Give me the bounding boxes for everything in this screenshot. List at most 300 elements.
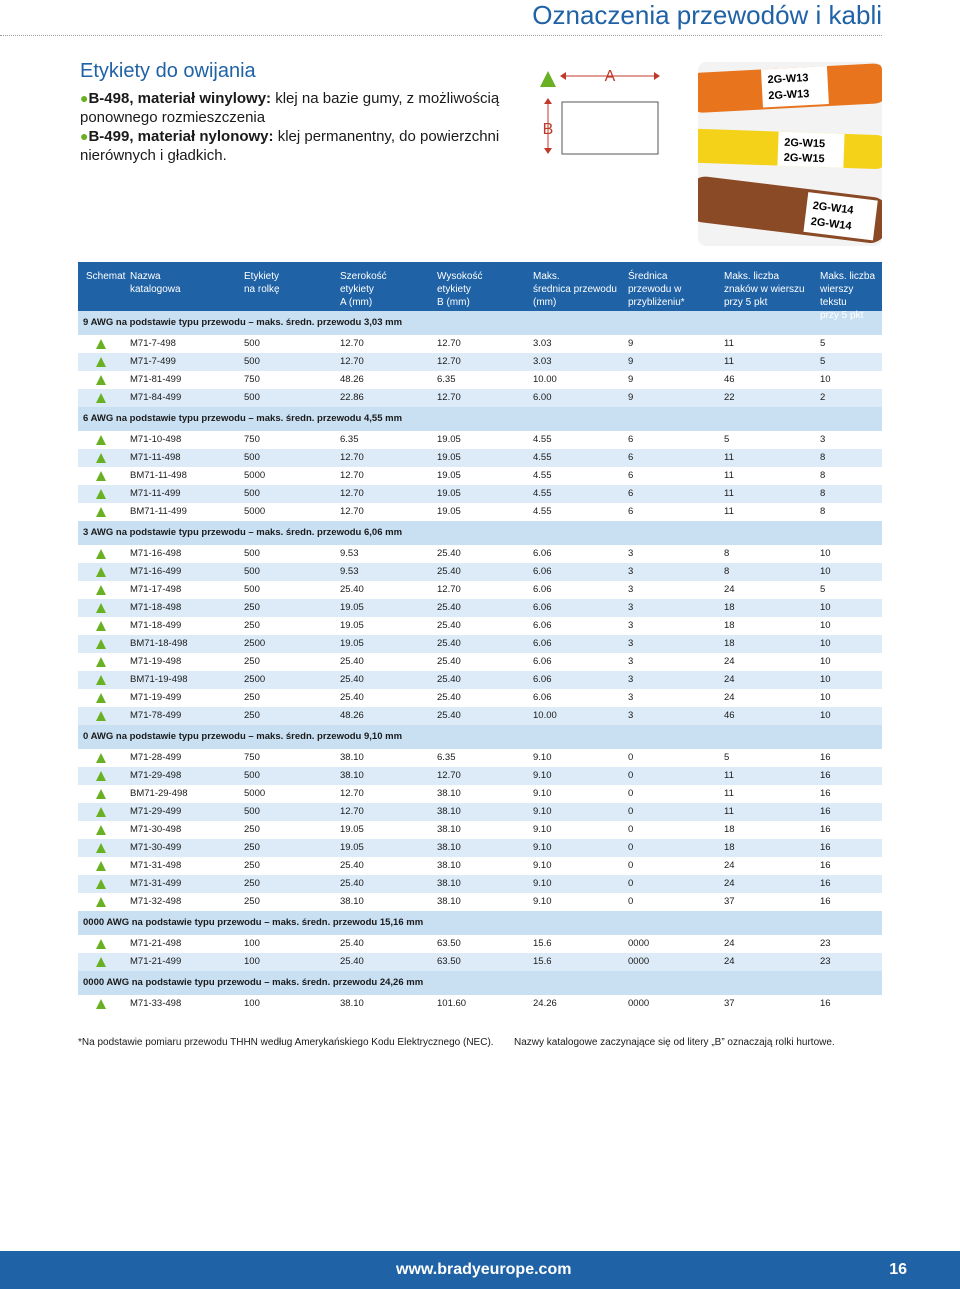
svg-text:2G-W15: 2G-W15 bbox=[784, 136, 826, 151]
cell-per-roll: 250 bbox=[244, 692, 260, 703]
cell-height: 38.10 bbox=[437, 806, 461, 817]
cell-name: M71-78-499 bbox=[130, 710, 182, 721]
cell-awg: 3 bbox=[628, 674, 634, 685]
product-photo bbox=[698, 62, 882, 246]
green-triangle-icon bbox=[96, 471, 106, 481]
cell-awg: 6 bbox=[628, 434, 634, 445]
footer-url[interactable]: www.bradyeurope.com bbox=[396, 1261, 572, 1278]
cell-chars: 46 bbox=[724, 710, 735, 721]
cell-max-diameter: 9.10 bbox=[533, 878, 552, 889]
page-header bbox=[0, 0, 960, 38]
cell-awg: 0 bbox=[628, 896, 634, 907]
cell-height: 25.40 bbox=[437, 638, 461, 649]
cell-name: M71-11-498 bbox=[130, 452, 181, 463]
cell-width: 19.05 bbox=[340, 824, 364, 835]
cell-height: 19.05 bbox=[437, 488, 461, 499]
cell-name: M71-16-499 bbox=[130, 566, 182, 577]
cell-awg: 3 bbox=[628, 602, 634, 613]
table-header bbox=[78, 262, 882, 321]
cell-width: 12.70 bbox=[340, 806, 364, 817]
cell-lines: 10 bbox=[820, 620, 831, 631]
green-triangle-icon bbox=[96, 939, 106, 949]
table-row bbox=[78, 785, 882, 803]
cell-per-roll: 500 bbox=[244, 806, 260, 817]
page-number: 16 bbox=[889, 1261, 907, 1278]
cell-per-roll: 250 bbox=[244, 710, 260, 721]
cell-name: M71-18-498 bbox=[130, 602, 182, 613]
cell-per-roll: 500 bbox=[244, 338, 260, 349]
cell-chars: 46 bbox=[724, 374, 735, 385]
cell-chars: 37 bbox=[724, 998, 735, 1009]
cell-per-roll: 100 bbox=[244, 998, 260, 1009]
cell-height: 19.05 bbox=[437, 506, 461, 517]
intro-section bbox=[80, 60, 520, 165]
cell-width: 48.26 bbox=[340, 374, 364, 385]
cell-per-roll: 500 bbox=[244, 584, 260, 595]
cell-height: 38.10 bbox=[437, 824, 461, 835]
page-footer bbox=[0, 1251, 960, 1289]
cell-name: M71-18-499 bbox=[130, 620, 182, 631]
cell-width: 25.40 bbox=[340, 692, 364, 703]
cell-chars: 11 bbox=[724, 470, 734, 481]
cell-chars: 11 bbox=[724, 770, 734, 781]
cell-max-diameter: 6.06 bbox=[533, 566, 552, 577]
cell-width: 19.05 bbox=[340, 602, 364, 613]
header-divider bbox=[0, 35, 882, 36]
cell-awg: 0 bbox=[628, 824, 634, 835]
th-znaki: Maks. liczba znaków w wierszu przy 5 pkt bbox=[724, 271, 805, 308]
table-row bbox=[78, 953, 882, 971]
green-triangle-icon bbox=[96, 693, 106, 703]
cell-height: 101.60 bbox=[437, 998, 467, 1009]
green-triangle-icon bbox=[96, 675, 106, 685]
cell-chars: 24 bbox=[724, 938, 735, 949]
cell-height: 12.70 bbox=[437, 356, 461, 367]
green-triangle-icon bbox=[96, 603, 106, 613]
cell-width: 38.10 bbox=[340, 770, 364, 781]
cell-per-roll: 250 bbox=[244, 896, 260, 907]
cell-lines: 16 bbox=[820, 824, 831, 835]
cell-max-diameter: 6.06 bbox=[533, 638, 552, 649]
cell-name: M71-31-499 bbox=[130, 878, 182, 889]
cell-max-diameter: 3.03 bbox=[533, 356, 552, 367]
bullet-dot-icon: ● bbox=[80, 128, 89, 144]
green-triangle-icon bbox=[96, 549, 106, 559]
cell-width: 38.10 bbox=[340, 998, 364, 1009]
cell-width: 12.70 bbox=[340, 338, 364, 349]
cell-per-roll: 100 bbox=[244, 938, 260, 949]
cell-lines: 8 bbox=[820, 488, 826, 499]
green-triangle-icon bbox=[96, 453, 106, 463]
svg-text:2G-W13: 2G-W13 bbox=[767, 72, 809, 87]
cell-lines: 8 bbox=[820, 506, 826, 517]
cell-max-diameter: 4.55 bbox=[533, 434, 552, 445]
cell-per-roll: 250 bbox=[244, 878, 260, 889]
cell-name: BM71-11-498 bbox=[130, 470, 187, 481]
cell-max-diameter: 9.10 bbox=[533, 896, 552, 907]
cell-width: 12.70 bbox=[340, 356, 364, 367]
green-triangle-icon bbox=[96, 639, 106, 649]
cell-per-roll: 250 bbox=[244, 824, 260, 835]
cell-awg: 0000 bbox=[628, 956, 650, 967]
cell-height: 63.50 bbox=[437, 956, 461, 967]
cell-per-roll: 500 bbox=[244, 392, 260, 403]
th-wiersze: Maks. liczba wierszy tekstu przy 5 pkt bbox=[820, 271, 876, 321]
table-row bbox=[78, 581, 882, 599]
cell-name: M71-19-499 bbox=[130, 692, 182, 703]
cell-per-roll: 750 bbox=[244, 434, 260, 445]
cell-per-roll: 250 bbox=[244, 656, 260, 667]
cell-width: 12.70 bbox=[340, 470, 364, 481]
green-triangle-icon bbox=[96, 393, 106, 403]
cell-width: 12.70 bbox=[340, 788, 364, 799]
table-body bbox=[78, 311, 882, 1013]
cell-awg: 0 bbox=[628, 860, 634, 871]
cell-chars: 24 bbox=[724, 692, 735, 703]
cell-name: M71-84-499 bbox=[130, 392, 182, 403]
schematic-label-a: A bbox=[604, 68, 616, 85]
green-triangle-icon bbox=[96, 861, 106, 871]
green-triangle-icon bbox=[96, 771, 106, 781]
cell-lines: 10 bbox=[820, 638, 831, 649]
cell-per-roll: 2500 bbox=[244, 638, 266, 649]
cell-lines: 10 bbox=[820, 548, 831, 559]
cell-width: 19.05 bbox=[340, 638, 364, 649]
table-row bbox=[78, 689, 882, 707]
cell-lines: 23 bbox=[820, 938, 831, 949]
cell-name: M71-31-498 bbox=[130, 860, 182, 871]
cell-lines: 16 bbox=[820, 878, 831, 889]
cell-name: M71-81-499 bbox=[130, 374, 182, 385]
cell-max-diameter: 15.6 bbox=[533, 956, 552, 967]
cell-lines: 16 bbox=[820, 752, 831, 763]
cell-lines: 16 bbox=[820, 896, 831, 907]
cell-name: M71-33-498 bbox=[130, 998, 182, 1009]
svg-text:2G-W13: 2G-W13 bbox=[768, 88, 810, 103]
cell-max-diameter: 6.06 bbox=[533, 692, 552, 703]
cell-awg: 6 bbox=[628, 452, 634, 463]
green-triangle-icon bbox=[96, 807, 106, 817]
cell-lines: 16 bbox=[820, 788, 831, 799]
cell-max-diameter: 10.00 bbox=[533, 710, 557, 721]
cell-max-diameter: 6.06 bbox=[533, 548, 552, 559]
cell-width: 25.40 bbox=[340, 656, 364, 667]
green-triangle-icon bbox=[96, 825, 106, 835]
product-table bbox=[78, 262, 882, 1013]
green-triangle-icon bbox=[96, 879, 106, 889]
cell-lines: 16 bbox=[820, 770, 831, 781]
cell-awg: 0 bbox=[628, 842, 634, 853]
group-header: 9 AWG na podstawie typu przewodu – maks. średn. przewodu 3,03 mm bbox=[78, 311, 882, 335]
cell-lines: 8 bbox=[820, 470, 826, 481]
cell-awg: 0000 bbox=[628, 998, 650, 1009]
cell-lines: 23 bbox=[820, 956, 831, 967]
cell-name: M71-10-498 bbox=[130, 434, 182, 445]
cell-name: M71-30-498 bbox=[130, 824, 182, 835]
green-triangle-icon bbox=[96, 657, 106, 667]
cell-chars: 37 bbox=[724, 896, 735, 907]
green-triangle-icon bbox=[96, 435, 106, 445]
cell-name: BM71-11-499 bbox=[130, 506, 187, 517]
cell-awg: 3 bbox=[628, 620, 634, 631]
bullet-text: klej permanentny, do powierzchni nierównych i gładkich. bbox=[80, 128, 500, 164]
table-row bbox=[78, 749, 882, 767]
green-triangle-icon bbox=[96, 357, 106, 367]
cell-chars: 24 bbox=[724, 956, 735, 967]
cell-chars: 24 bbox=[724, 656, 735, 667]
cell-max-diameter: 9.10 bbox=[533, 842, 552, 853]
cell-chars: 24 bbox=[724, 584, 735, 595]
cell-height: 12.70 bbox=[437, 770, 461, 781]
cell-height: 12.70 bbox=[437, 338, 461, 349]
cell-chars: 18 bbox=[724, 620, 735, 631]
green-triangle-icon bbox=[96, 489, 106, 499]
cell-awg: 3 bbox=[628, 548, 634, 559]
cell-chars: 11 bbox=[724, 452, 734, 463]
table-row bbox=[78, 671, 882, 689]
cell-height: 12.70 bbox=[437, 584, 461, 595]
table-row bbox=[78, 767, 882, 785]
cell-height: 25.40 bbox=[437, 620, 461, 631]
cell-chars: 8 bbox=[724, 548, 730, 559]
cell-chars: 18 bbox=[724, 638, 735, 649]
green-triangle-icon bbox=[96, 843, 106, 853]
cell-per-roll: 2500 bbox=[244, 674, 266, 685]
cell-lines: 10 bbox=[820, 692, 831, 703]
cell-name: M71-29-498 bbox=[130, 770, 182, 781]
wire-labels-photo bbox=[698, 62, 882, 246]
cell-width: 9.53 bbox=[340, 566, 359, 577]
cell-awg: 0 bbox=[628, 770, 634, 781]
cell-width: 19.05 bbox=[340, 620, 364, 631]
cell-lines: 5 bbox=[820, 356, 826, 367]
cell-chars: 11 bbox=[724, 506, 734, 517]
group-header: 0 AWG na podstawie typu przewodu – maks. średn. przewodu 9,10 mm bbox=[78, 725, 882, 749]
cell-name: M71-21-499 bbox=[130, 956, 182, 967]
cell-height: 19.05 bbox=[437, 470, 461, 481]
cell-max-diameter: 6.06 bbox=[533, 620, 552, 631]
cell-height: 19.05 bbox=[437, 452, 461, 463]
cell-width: 25.40 bbox=[340, 860, 364, 871]
cell-per-roll: 500 bbox=[244, 356, 260, 367]
svg-text:2G-W14: 2G-W14 bbox=[811, 199, 855, 217]
cell-width: 25.40 bbox=[340, 584, 364, 595]
cell-width: 38.10 bbox=[340, 752, 364, 763]
cell-lines: 10 bbox=[820, 656, 831, 667]
cell-per-roll: 250 bbox=[244, 860, 260, 871]
footnote-bulk: Nazwy katalogowe zaczynające się od litery „B” oznaczają rolki hurtowe. bbox=[514, 1037, 835, 1048]
table-row bbox=[78, 803, 882, 821]
cell-per-roll: 500 bbox=[244, 770, 260, 781]
cell-height: 25.40 bbox=[437, 674, 461, 685]
green-triangle-icon bbox=[96, 753, 106, 763]
cell-name: M71-7-498 bbox=[130, 338, 176, 349]
cell-name: M71-16-498 bbox=[130, 548, 182, 559]
cell-width: 12.70 bbox=[340, 452, 364, 463]
cell-height: 38.10 bbox=[437, 788, 461, 799]
cell-max-diameter: 9.10 bbox=[533, 752, 552, 763]
cell-width: 19.05 bbox=[340, 842, 364, 853]
cell-height: 6.35 bbox=[437, 374, 456, 385]
cell-awg: 3 bbox=[628, 566, 634, 577]
cell-name: M71-7-499 bbox=[130, 356, 176, 367]
table-row bbox=[78, 635, 882, 653]
cell-chars: 8 bbox=[724, 566, 730, 577]
cell-awg: 9 bbox=[628, 392, 634, 403]
cell-per-roll: 250 bbox=[244, 602, 260, 613]
cell-per-roll: 250 bbox=[244, 842, 260, 853]
cell-max-diameter: 9.10 bbox=[533, 788, 552, 799]
cell-height: 12.70 bbox=[437, 392, 461, 403]
cell-max-diameter: 4.55 bbox=[533, 488, 552, 499]
th-etykiety: Etykiety na rolkę bbox=[244, 271, 280, 295]
cell-awg: 9 bbox=[628, 374, 634, 385]
cell-height: 63.50 bbox=[437, 938, 461, 949]
green-triangle-icon bbox=[96, 999, 106, 1009]
cell-awg: 0 bbox=[628, 878, 634, 889]
cell-max-diameter: 6.06 bbox=[533, 584, 552, 595]
cell-width: 25.40 bbox=[340, 878, 364, 889]
green-triangle-icon bbox=[96, 567, 106, 577]
table-row bbox=[78, 935, 882, 953]
cell-height: 25.40 bbox=[437, 566, 461, 577]
cell-name: M71-11-499 bbox=[130, 488, 181, 499]
table-row bbox=[78, 371, 882, 389]
bullet-bold: B-499, materiał nylonowy: bbox=[88, 128, 274, 145]
table-row bbox=[78, 599, 882, 617]
footnote-nec: *Na podstawie pomiaru przewodu THHN według Amerykańskiego Kodu Elektrycznego (NEC). bbox=[78, 1037, 494, 1048]
table-row bbox=[78, 617, 882, 635]
cell-width: 6.35 bbox=[340, 434, 359, 445]
table-row bbox=[78, 839, 882, 857]
table-row bbox=[78, 893, 882, 911]
bullet-text: klej na bazie gumy, z możliwością ponownego rozmieszczenia bbox=[80, 90, 500, 126]
green-triangle-icon bbox=[96, 375, 106, 385]
cell-width: 25.40 bbox=[340, 674, 364, 685]
cell-lines: 16 bbox=[820, 860, 831, 871]
green-triangle-icon bbox=[96, 507, 106, 517]
green-triangle-icon bbox=[96, 789, 106, 799]
group-header: 3 AWG na podstawie typu przewodu – maks. średn. przewodu 6,06 mm bbox=[78, 521, 882, 545]
cell-chars: 11 bbox=[724, 338, 734, 349]
cell-width: 12.70 bbox=[340, 506, 364, 517]
cell-chars: 11 bbox=[724, 356, 734, 367]
cell-width: 48.26 bbox=[340, 710, 364, 721]
green-triangle-icon bbox=[96, 711, 106, 721]
cell-lines: 5 bbox=[820, 584, 826, 595]
th-srednica: Średnica przewodu w przybliżeniu* bbox=[628, 271, 685, 308]
cell-per-roll: 5000 bbox=[244, 470, 266, 481]
cell-max-diameter: 9.10 bbox=[533, 806, 552, 817]
table-row bbox=[78, 449, 882, 467]
page-title: Oznaczenia przewodów i kabli bbox=[532, 0, 882, 30]
cell-per-roll: 5000 bbox=[244, 788, 266, 799]
cell-lines: 16 bbox=[820, 842, 831, 853]
cell-awg: 3 bbox=[628, 692, 634, 703]
cell-name: M71-32-498 bbox=[130, 896, 182, 907]
cell-height: 19.05 bbox=[437, 434, 461, 445]
cell-height: 38.10 bbox=[437, 860, 461, 871]
cell-height: 38.10 bbox=[437, 896, 461, 907]
cell-name: M71-30-499 bbox=[130, 842, 182, 853]
th-maks-srednica: Maks. średnica przewodu (mm) bbox=[533, 271, 617, 308]
cell-chars: 11 bbox=[724, 806, 734, 817]
cell-max-diameter: 9.10 bbox=[533, 770, 552, 781]
cell-name: M71-17-498 bbox=[130, 584, 182, 595]
cell-per-roll: 100 bbox=[244, 956, 260, 967]
cell-awg: 6 bbox=[628, 506, 634, 517]
cell-lines: 10 bbox=[820, 602, 831, 613]
schematic-label-b: B bbox=[542, 121, 554, 138]
cell-name: BM71-19-498 bbox=[130, 674, 188, 685]
cell-chars: 5 bbox=[724, 434, 730, 445]
bullet-bold: B-498, materiał winylowy: bbox=[88, 90, 272, 107]
label-schematic-diagram bbox=[535, 60, 665, 160]
group-header: 6 AWG na podstawie typu przewodu – maks. średn. przewodu 4,55 mm bbox=[78, 407, 882, 431]
cell-awg: 0000 bbox=[628, 938, 650, 949]
cell-height: 6.35 bbox=[437, 752, 456, 763]
bullet-item bbox=[80, 89, 520, 127]
cell-lines: 3 bbox=[820, 434, 826, 445]
cell-max-diameter: 9.10 bbox=[533, 824, 552, 835]
green-triangle-icon bbox=[96, 585, 106, 595]
cell-max-diameter: 4.55 bbox=[533, 506, 552, 517]
svg-text:2G-W15: 2G-W15 bbox=[783, 151, 825, 166]
cell-lines: 10 bbox=[820, 710, 831, 721]
table-row bbox=[78, 485, 882, 503]
cell-height: 25.40 bbox=[437, 656, 461, 667]
cell-height: 38.10 bbox=[437, 878, 461, 889]
cell-per-roll: 750 bbox=[244, 752, 260, 763]
cell-per-roll: 750 bbox=[244, 374, 260, 385]
cell-chars: 5 bbox=[724, 752, 730, 763]
group-header: 0000 AWG na podstawie typu przewodu – maks. średn. przewodu 24,26 mm bbox=[78, 971, 882, 995]
cell-max-diameter: 3.03 bbox=[533, 338, 552, 349]
green-triangle-icon bbox=[96, 339, 106, 349]
table-row bbox=[78, 875, 882, 893]
cell-max-diameter: 4.55 bbox=[533, 452, 552, 463]
cell-name: BM71-18-498 bbox=[130, 638, 188, 649]
green-triangle-icon bbox=[96, 621, 106, 631]
cell-max-diameter: 6.06 bbox=[533, 656, 552, 667]
table-row bbox=[78, 503, 882, 521]
green-triangle-icon bbox=[96, 897, 106, 907]
cell-per-roll: 500 bbox=[244, 548, 260, 559]
table-row bbox=[78, 707, 882, 725]
table-row bbox=[78, 467, 882, 485]
green-triangle-icon bbox=[96, 957, 106, 967]
svg-text:2G-W14: 2G-W14 bbox=[810, 215, 853, 233]
cell-height: 38.10 bbox=[437, 842, 461, 853]
cell-max-diameter: 24.26 bbox=[533, 998, 557, 1009]
cell-height: 25.40 bbox=[437, 602, 461, 613]
table-row bbox=[78, 335, 882, 353]
green-triangle-icon bbox=[540, 71, 556, 87]
schematic-svg bbox=[535, 60, 665, 160]
cell-width: 9.53 bbox=[340, 548, 359, 559]
section-heading: Etykiety do owijania bbox=[80, 60, 256, 82]
cell-chars: 11 bbox=[724, 788, 734, 799]
cell-awg: 3 bbox=[628, 710, 634, 721]
cell-width: 25.40 bbox=[340, 938, 364, 949]
cell-chars: 24 bbox=[724, 674, 735, 685]
cell-chars: 18 bbox=[724, 824, 735, 835]
cell-awg: 9 bbox=[628, 356, 634, 367]
table-row bbox=[78, 563, 882, 581]
cell-lines: 10 bbox=[820, 674, 831, 685]
cell-max-diameter: 10.00 bbox=[533, 374, 557, 385]
cell-max-diameter: 6.06 bbox=[533, 674, 552, 685]
